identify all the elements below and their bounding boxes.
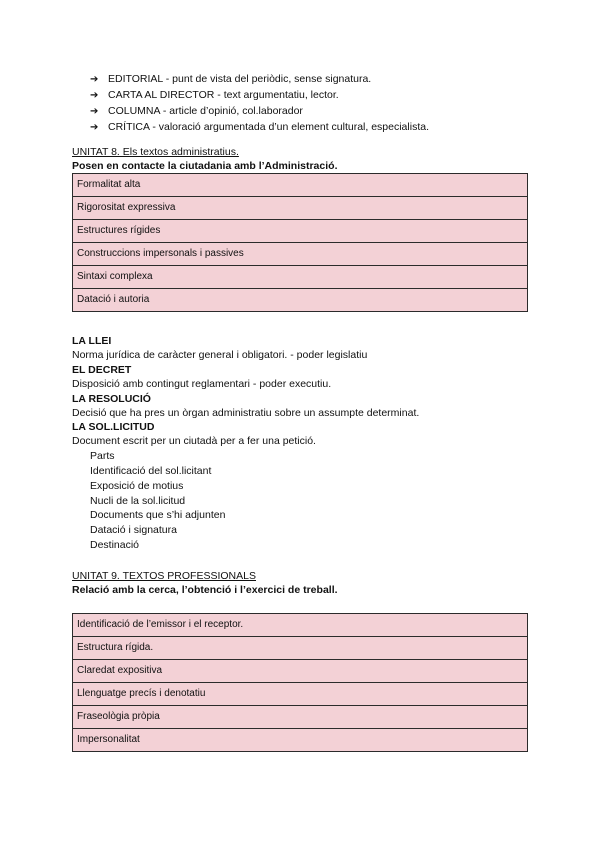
unit9-title: UNITAT 9. TEXTOS PROFESSIONALS [72, 570, 256, 582]
arrow-right-icon: ➔ [90, 90, 99, 101]
table-cell: Rigorositat expressiva [73, 197, 528, 220]
sollicitud-heading: LA SOL.LICITUD [72, 421, 155, 434]
arrow-right-icon: ➔ [90, 122, 99, 133]
table-row [73, 243, 528, 266]
sollicitud-part: Destinació [90, 538, 140, 551]
list-item [90, 119, 429, 135]
sollicitud-text: Document escrit per un ciutadà per a fer una petició. [72, 435, 316, 448]
table-row [73, 706, 528, 729]
table-row [73, 220, 528, 243]
table-cell: Identificació de l’emissor i el receptor. [73, 614, 528, 637]
unit9-section [72, 569, 528, 597]
table-cell: Claredat expositiva [73, 660, 528, 683]
unit8-features-table [72, 173, 528, 312]
press-genres-list [90, 71, 429, 135]
table-row [73, 289, 528, 312]
definitions-section [72, 334, 528, 553]
sollicitud-parts-label: Parts [90, 450, 115, 463]
list-item [90, 103, 429, 119]
table-cell: Formalitat alta [73, 174, 528, 197]
table-cell: Fraseològia pròpia [73, 706, 528, 729]
table-row [73, 197, 528, 220]
list-item [90, 71, 429, 87]
sollicitud-part: Exposició de motius [90, 479, 184, 492]
sollicitud-part: Datació i signatura [90, 524, 177, 537]
table-row [73, 729, 528, 752]
list-item [90, 87, 429, 103]
table-cell: Sintaxi complexa [73, 266, 528, 289]
table-cell: Impersonalitat [73, 729, 528, 752]
arrow-right-icon: ➔ [90, 74, 99, 85]
sollicitud-part: Nucli de la sol.licitud [90, 494, 186, 507]
unit8-title: UNITAT 8. Els textos administratius. [72, 146, 239, 158]
table-row [73, 683, 528, 706]
unit9-features-table [72, 613, 528, 752]
table-row [73, 266, 528, 289]
list-item-text: EDITORIAL - punt de vista del periòdic, sense signatura. [108, 73, 372, 85]
unit9-subtitle: Relació amb la cerca, l’obtenció i l’exercici de treball. [72, 584, 338, 596]
decret-heading: EL DECRET [72, 363, 132, 376]
list-item-text: CARTA AL DIRECTOR - text argumentatiu, lector. [108, 89, 339, 101]
table-row [73, 614, 528, 637]
unit9-table-wrap [72, 613, 528, 752]
table-row [73, 174, 528, 197]
llei-heading: LA LLEI [72, 335, 112, 347]
sollicitud-part: Documents que s’hi adjunten [90, 509, 226, 522]
decret-text: Disposició amb contingut reglamentari - poder executiu. [72, 377, 332, 390]
table-cell: Estructura rígida. [73, 637, 528, 660]
table-row [73, 660, 528, 683]
resolucio-text: Decisió que ha pres un òrgan administratiu sobre un assumpte determinat. [72, 406, 420, 419]
table-cell: Construccions impersonals i passives [73, 243, 528, 266]
table-cell: Llenguatge precís i denotatiu [73, 683, 528, 706]
table-cell: Estructures rígides [73, 220, 528, 243]
arrow-right-icon: ➔ [90, 106, 99, 117]
table-cell: Datació i autoria [73, 289, 528, 312]
unit8-section [72, 145, 528, 312]
table-row [73, 637, 528, 660]
list-item-text: COLUMNA - article d’opinió, col.laborador [108, 105, 303, 117]
sollicitud-part: Identificació del sol.licitant [90, 464, 212, 477]
resolucio-heading: LA RESOLUCIÓ [72, 392, 151, 405]
list-item-text: CRÍTICA - valoració argumentada d’un element cultural, especialista. [108, 121, 429, 133]
llei-text: Norma jurídica de caràcter general i obligatori. - poder legislatiu [72, 349, 368, 361]
unit8-subtitle: Posen en contacte la ciutadania amb l’Administració. [72, 160, 338, 172]
